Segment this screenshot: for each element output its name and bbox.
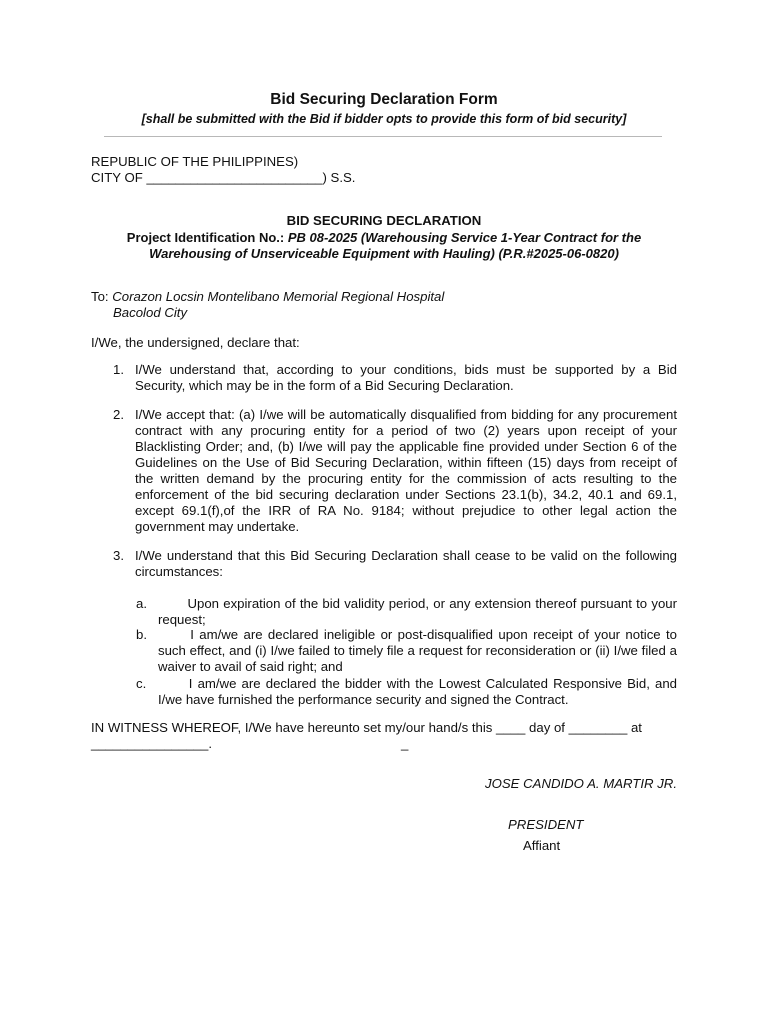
project-label: Project Identification No.: — [126, 230, 285, 245]
recipient-name: Corazon Locsin Montelibano Memorial Regional Hospital — [112, 289, 445, 304]
jurisdiction-city: CITY OF ________________________) S.S. — [91, 170, 356, 185]
sub-list-text: I am/we are declared ineligible or post-disqualified upon receipt of your notice to such effect, and (i) I/we failed to timely file a request for reconsideration or (ii) I/we filed a waiver to avail of said right; and — [158, 627, 677, 674]
declaration-heading: BID SECURING DECLARATION — [286, 213, 482, 228]
signatory-role: Affiant — [523, 838, 561, 853]
list-item-text: I/We understand that, according to your conditions, bids must be supported by a Bid Security, which may be in the form of a Bid Securing Declaration. — [135, 362, 677, 393]
recipient-city: Bacolod City — [113, 305, 188, 320]
list-item-number: 2. — [113, 407, 124, 422]
list-item-number: 1. — [113, 362, 124, 377]
sub-list-letter: c. — [136, 676, 147, 691]
jurisdiction-block — [91, 154, 677, 186]
sub-list-text: I am/we are declared the bidder with the Lowest Calculated Responsive Bid, and I/we have furnished the performance security and signed the Contract. — [158, 676, 677, 707]
recipient-block — [91, 289, 677, 321]
project-value-line1: PB 08-2025 (Warehousing Service 1-Year Contract for the — [287, 230, 642, 245]
witness-place: ________________. — [91, 736, 213, 751]
list-item-number: 3. — [113, 548, 124, 563]
form-title: Bid Securing Declaration Form — [270, 91, 498, 108]
project-identification — [91, 230, 677, 262]
sub-list-letter: a. — [136, 596, 147, 611]
intro-statement: I/We, the undersigned, declare that: — [91, 335, 300, 350]
form-subtitle: [shall be submitted with the Bid if bidder opts to provide this form of bid security] — [141, 112, 627, 126]
recipient-to-label: To: — [91, 289, 109, 304]
witness-clause: IN WITNESS WHEREOF, I/We have hereunto set my/our hand/s this ____ day of ________ at — [91, 720, 642, 735]
header-divider — [104, 136, 662, 137]
sub-list-letter: b. — [136, 627, 147, 642]
witness-dash: _ — [401, 736, 409, 751]
jurisdiction-republic: REPUBLIC OF THE PHILIPPINES) — [91, 154, 299, 169]
signatory-name: JOSE CANDIDO A. MARTIR JR. — [485, 776, 677, 791]
project-value-line2: Warehousing of Unserviceable Equipment with Hauling) (P.R.#2025-06-0820) — [149, 246, 619, 261]
signatory-position: PRESIDENT — [508, 817, 584, 832]
sub-list-text: Upon expiration of the bid validity period, or any extension thereof pursuant to your request; — [158, 596, 677, 627]
list-item-text: I/We understand that this Bid Securing Declaration shall cease to be valid on the following circumstances: — [135, 548, 677, 579]
list-item-text: I/We accept that: (a) I/we will be automatically disqualified from bidding for any procurement contract with any procuring entity for a period of two (2) years upon receipt of your Blacklisting Order; and, (b) I/we will pay the applicable fine provided under Section 6 of the Guidelines on the Use of Bid Securing Declaration, within fifteen (15) days from receipt of the written demand by the procuring entity for the commission of acts resulting to the enforcement of the bid securing declaration under Sections 23.1(b), 34.2, 40.1 and 69.1, except 69.1(f),of the IRR of RA No. 9184; without prejudice to other legal action the government may undertake. — [135, 407, 677, 534]
